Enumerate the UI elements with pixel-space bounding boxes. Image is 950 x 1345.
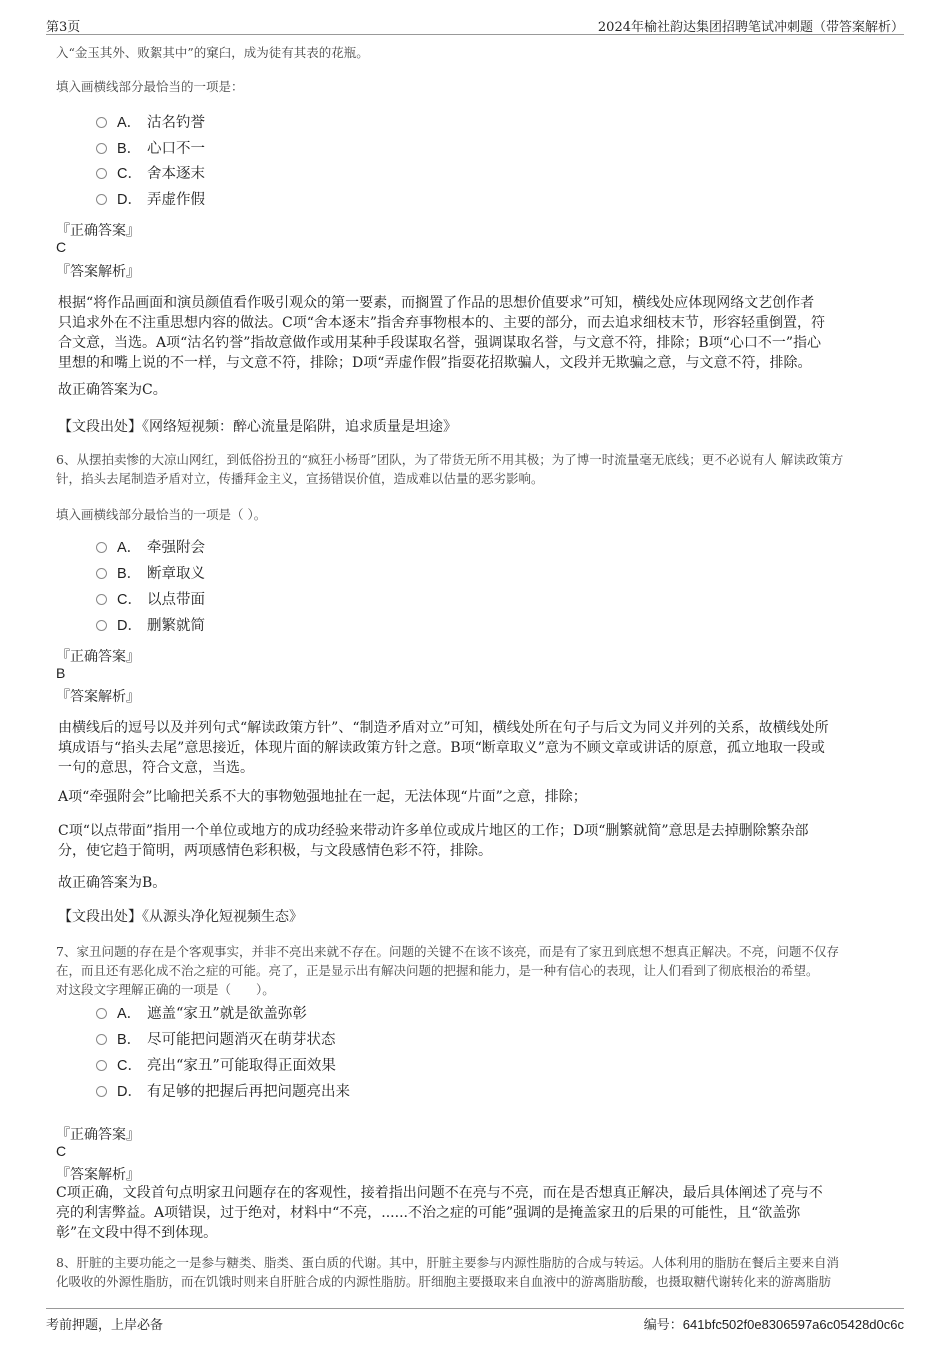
q5-answer: C [56,239,67,255]
q6-answer: B [56,665,66,681]
q7-analysis: C项正确，文段首句点明家丑问题存在的客观性，接着指出问题不在亮与不亮，而在是否想真正解决，最后具体阐述了亮与不 亮的利害弊益。A项错误，过于绝对，材料中“不亮，......不治之症的可能”强调的是掩盖家丑的后果的可能性，且“欲盖弥 彰”在文段中得不到体现。 [56,1185,823,1241]
q5-option-a[interactable]: A． 沽名钓誉 [96,112,205,134]
q6-answer-label: 『正确答案』 [56,649,140,665]
q5-analysis: 根据“将作品画面和演员颜值看作吸引观众的第一要素，而搁置了作品的思想价值要求”可知，横线处应体现网络文艺创作者 只追求外在不注重思想内容的做法。C项“舍本逐末”指舍弃事物根本的、主要的部分，而去追求细枝末节，形容轻重倒置，符 合文意，当选。A项“沽名钓誉”指故意做作或用某种手段谋取名誉，强调谋取名誉，与文意不符，排除；B项“心口不一”指心 里想的和嘴上说的不一样，与文意不符，排除；D项“弄虚作假”指耍花招欺骗人，文段并无欺骗之意，与文意不符，排除。 [58,295,826,371]
q6-option-b[interactable]: B． 断章取义 [96,563,205,585]
q6-analysis-p1: 由横线后的逗号以及并列句式“解读政策方针”、“制造矛盾对立”可知，横线处所在句子与后文为同义并列的关系，故横线处所 填成语与“掐头去尾”意思接近，体现片面的解读政策方针之意。B项“断章取义”意为不顾文章或讲话的原意，孤立地取一段或 一句的意思，符合文意，当选。 [58,720,829,776]
q7-analysis-label: 『答案解析』 [56,1167,140,1183]
q6-analysis-p3: C项“以点带面”指用一个单位或地方的成功经验来带动许多单位或成片地区的工作；D项“删繁就简”意思是去掉删除繁杂部 分，使它趋于简明，两项感情色彩积极，与文段感情色彩不符，排除。 [58,823,809,859]
radio-icon[interactable] [96,542,107,553]
q6-option-a[interactable]: A． 牵强附会 [96,537,205,559]
q6-source: 【文段出处】《从源头净化短视频生态》 [58,909,303,925]
q5-answer-label: 『正确答案』 [56,223,140,239]
q6-prompt: 填入画横线部分最恰当的一项是（ ）。 [56,507,267,522]
q6-analysis-label: 『答案解析』 [56,689,140,705]
q5-conclusion: 故正确答案为C。 [58,382,167,398]
q7-option-d[interactable]: D． 有足够的把握后再把问题亮出来 [96,1081,350,1103]
radio-icon[interactable] [96,620,107,631]
q6-stem: 6、从摆拍卖惨的大凉山网红，到低俗扮丑的“疯狂小杨哥”团队，为了带货无所不用其极；为了博一时流量毫无底线；更不必说有人 解读政策方 针，掐头去尾制造矛盾对立，传播拜金主义，宣扬错误价值，造成难以估量的恶劣影响。 [56,452,844,486]
q5-option-b[interactable]: B． 心口不一 [96,138,205,160]
page-number: 第3页 [46,20,81,35]
q7-option-c[interactable]: C． 亮出“家丑”可能取得正面效果 [96,1055,336,1077]
page-header [46,14,904,35]
q5-source: 【文段出处】《网络短视频：醉心流量是陷阱，追求质量是坦途》 [58,419,457,435]
q6-conclusion: 故正确答案为B。 [58,875,167,891]
q7-stem: 7、家丑问题的存在是个客观事实，并非不亮出来就不存在。问题的关键不在该不该亮，而是有了家丑到底想不想真正解决。不亮，问题不仅存 在，而且还有恶化成不治之症的可能。亮了，正是显示出有解决问题的把握和能力，是一种有信心的表现，让人们看到了彻底根治的希望。 对这段文字理解正确的一项是（ ）。 [56,944,839,997]
radio-icon[interactable] [96,117,107,128]
footer-slogan: 考前押题，上岸必备 [46,1318,164,1333]
radio-icon[interactable] [96,1060,107,1071]
q6-option-c[interactable]: C． 以点带面 [96,589,205,611]
q5-option-d[interactable]: D． 弄虚作假 [96,189,205,211]
radio-icon[interactable] [96,1034,107,1045]
radio-icon[interactable] [96,594,107,605]
q7-option-b[interactable]: B． 尽可能把问题消灭在萌芽状态 [96,1029,336,1051]
q6-analysis-p2: A项“牵强附会”比喻把关系不大的事物勉强地扯在一起，无法体现“片面”之意，排除； [58,789,587,805]
radio-icon[interactable] [96,194,107,205]
q7-answer-label: 『正确答案』 [56,1127,140,1143]
q5-prompt: 填入画横线部分最恰当的一项是： [56,79,244,94]
q5-option-c[interactable]: C． 舍本逐末 [96,163,205,185]
document-title: 2024年榆社韵达集团招聘笔试冲刺题（带答案解析） [597,20,904,35]
radio-icon[interactable] [96,568,107,579]
q5-intro: 入“金玉其外、败絮其中”的窠臼，成为徒有其表的花瓶。 [56,45,369,60]
radio-icon[interactable] [96,143,107,154]
page-footer [46,1308,904,1331]
radio-icon[interactable] [96,168,107,179]
q8-stem: 8、肝脏的主要功能之一是参与糖类、脂类、蛋白质的代谢。其中，肝脏主要参与内源性脂肪的合成与转运。人体利用的脂肪在餐后主要来自消 化吸收的外源性脂肪，而在饥饿时则来自肝脏合成的内源性脂肪。肝细胞主要摄取来自血液中的游离脂肪酸，也摄取糖代谢转化来的游离脂肪 [56,1255,839,1289]
q7-option-a[interactable]: A． 遮盖“家丑”就是欲盖弥彰 [96,1003,307,1025]
radio-icon[interactable] [96,1086,107,1097]
radio-icon[interactable] [96,1008,107,1019]
q6-option-d[interactable]: D． 删繁就简 [96,615,205,637]
document-code: 编号：641bfc502f0e8306597a6c05428d0c6c [643,1317,904,1332]
q5-analysis-label: 『答案解析』 [56,264,140,280]
q7-answer: C [56,1143,67,1159]
